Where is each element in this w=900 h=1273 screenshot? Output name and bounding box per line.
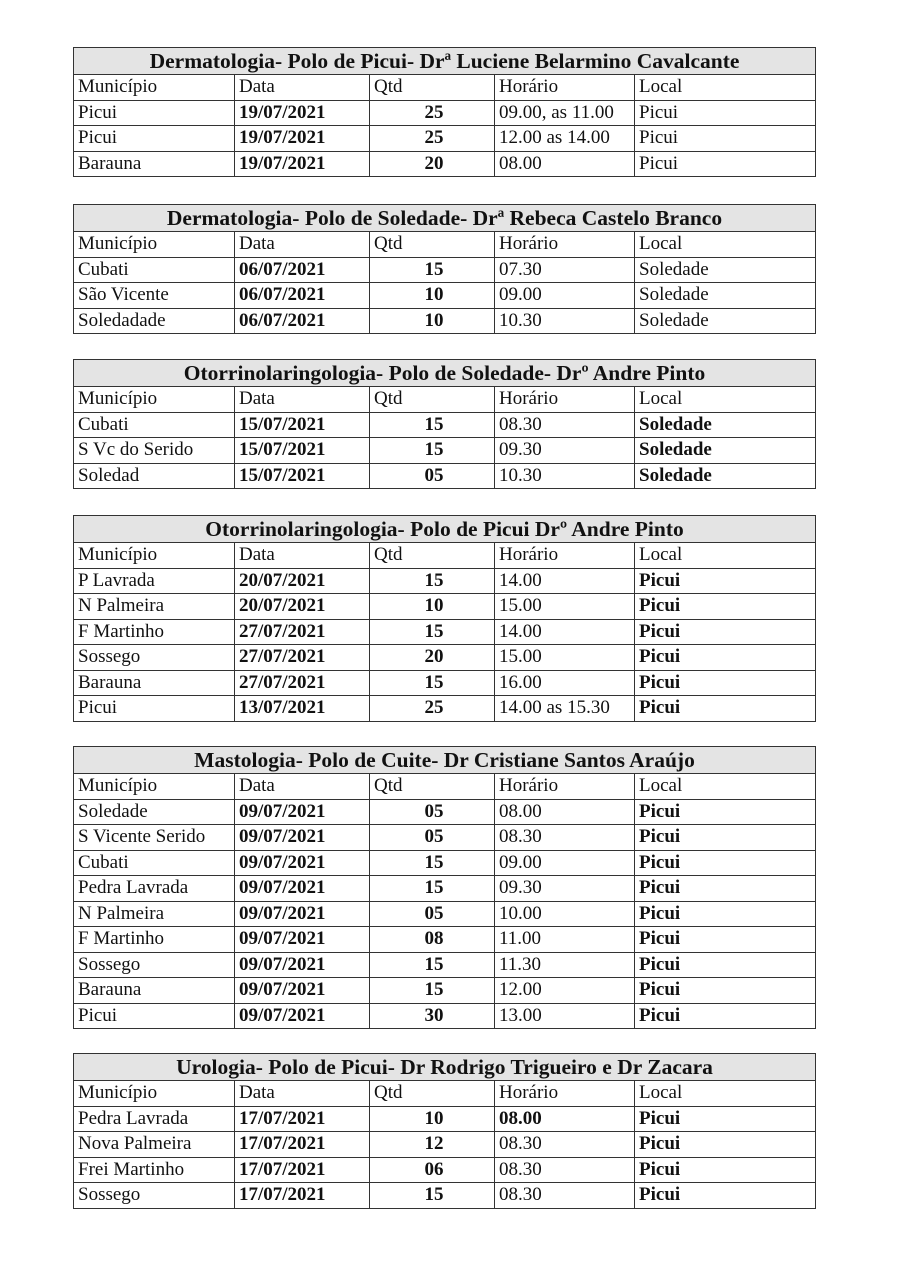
cell-municipio: Soledadade [74, 308, 235, 334]
cell-local: Soledade [635, 283, 816, 309]
cell-data: 09/07/2021 [235, 1003, 370, 1029]
cell-qtd: 25 [370, 696, 495, 722]
table-row [74, 283, 816, 309]
col-local: Local [635, 387, 816, 413]
cell-data: 19/07/2021 [235, 126, 370, 152]
cell-municipio: Frei Martinho [74, 1157, 235, 1183]
table-title: Otorrinolaringologia- Polo de Picui Drº Andre Pinto [74, 516, 816, 543]
table-row [74, 619, 816, 645]
cell-qtd: 15 [370, 438, 495, 464]
cell-municipio: Cubati [74, 257, 235, 283]
col-local: Local [635, 232, 816, 258]
cell-municipio: Picui [74, 126, 235, 152]
cell-municipio: S Vc do Serido [74, 438, 235, 464]
cell-data: 20/07/2021 [235, 594, 370, 620]
col-horario: Horário [495, 232, 635, 258]
cell-municipio: N Palmeira [74, 901, 235, 927]
table-title: Dermatologia- Polo de Picui- Drª Luciene Belarmino Cavalcante [74, 48, 816, 75]
col-municipio: Município [74, 387, 235, 413]
cell-data: 06/07/2021 [235, 308, 370, 334]
cell-qtd: 12 [370, 1132, 495, 1158]
table-row [74, 927, 816, 953]
cell-local: Picui [635, 619, 816, 645]
cell-qtd: 20 [370, 645, 495, 671]
col-horario: Horário [495, 774, 635, 800]
cell-data: 09/07/2021 [235, 978, 370, 1004]
cell-horario: 09.30 [495, 876, 635, 902]
cell-data: 09/07/2021 [235, 850, 370, 876]
cell-horario: 09.00 [495, 850, 635, 876]
cell-qtd: 10 [370, 283, 495, 309]
cell-local: Soledade [635, 308, 816, 334]
cell-qtd: 05 [370, 799, 495, 825]
cell-qtd: 15 [370, 670, 495, 696]
col-horario: Horário [495, 387, 635, 413]
cell-data: 15/07/2021 [235, 463, 370, 489]
cell-horario: 12.00 as 14.00 [495, 126, 635, 152]
cell-horario: 08.00 [495, 1106, 635, 1132]
table-title: Dermatologia- Polo de Soledade- Drª Rebeca Castelo Branco [74, 205, 816, 232]
cell-data: 27/07/2021 [235, 619, 370, 645]
schedule-table-mastologia-cuite [73, 746, 816, 1029]
schedule-table-otorrino-picui [73, 515, 816, 722]
col-local: Local [635, 1081, 816, 1107]
table-row [74, 978, 816, 1004]
cell-qtd: 15 [370, 619, 495, 645]
column-header-row [74, 387, 816, 413]
cell-municipio: Soledade [74, 799, 235, 825]
cell-data: 09/07/2021 [235, 799, 370, 825]
col-qtd: Qtd [370, 1081, 495, 1107]
table-row [74, 952, 816, 978]
cell-local: Picui [635, 1003, 816, 1029]
cell-data: 09/07/2021 [235, 901, 370, 927]
cell-local: Picui [635, 100, 816, 126]
cell-data: 17/07/2021 [235, 1157, 370, 1183]
cell-municipio: Sossego [74, 645, 235, 671]
table-row [74, 568, 816, 594]
cell-horario: 08.30 [495, 825, 635, 851]
cell-horario: 11.30 [495, 952, 635, 978]
cell-qtd: 08 [370, 927, 495, 953]
table-row [74, 799, 816, 825]
cell-horario: 09.00, as 11.00 [495, 100, 635, 126]
cell-municipio: Picui [74, 1003, 235, 1029]
cell-municipio: P Lavrada [74, 568, 235, 594]
col-local: Local [635, 75, 816, 101]
col-municipio: Município [74, 232, 235, 258]
table-row [74, 463, 816, 489]
cell-horario: 09.00 [495, 283, 635, 309]
cell-municipio: Sossego [74, 1183, 235, 1209]
cell-horario: 14.00 as 15.30 [495, 696, 635, 722]
cell-municipio: Nova Palmeira [74, 1132, 235, 1158]
cell-horario: 14.00 [495, 619, 635, 645]
cell-data: 17/07/2021 [235, 1132, 370, 1158]
column-header-row [74, 75, 816, 101]
table-row [74, 308, 816, 334]
cell-horario: 10.30 [495, 463, 635, 489]
col-data: Data [235, 1081, 370, 1107]
table-row [74, 412, 816, 438]
col-municipio: Município [74, 1081, 235, 1107]
cell-local: Picui [635, 696, 816, 722]
cell-horario: 13.00 [495, 1003, 635, 1029]
cell-data: 13/07/2021 [235, 696, 370, 722]
cell-qtd: 05 [370, 825, 495, 851]
cell-qtd: 30 [370, 1003, 495, 1029]
col-qtd: Qtd [370, 543, 495, 569]
cell-local: Picui [635, 670, 816, 696]
cell-local: Picui [635, 952, 816, 978]
table-row [74, 438, 816, 464]
cell-qtd: 05 [370, 463, 495, 489]
col-municipio: Município [74, 75, 235, 101]
table-row [74, 696, 816, 722]
cell-qtd: 20 [370, 151, 495, 177]
cell-horario: 08.00 [495, 799, 635, 825]
cell-data: 09/07/2021 [235, 927, 370, 953]
cell-data: 17/07/2021 [235, 1183, 370, 1209]
cell-local: Picui [635, 126, 816, 152]
col-local: Local [635, 774, 816, 800]
cell-municipio: Picui [74, 696, 235, 722]
cell-local: Picui [635, 1157, 816, 1183]
col-horario: Horário [495, 543, 635, 569]
col-data: Data [235, 387, 370, 413]
cell-municipio: F Martinho [74, 927, 235, 953]
cell-local: Picui [635, 1183, 816, 1209]
cell-horario: 10.30 [495, 308, 635, 334]
col-qtd: Qtd [370, 387, 495, 413]
cell-data: 09/07/2021 [235, 825, 370, 851]
col-data: Data [235, 232, 370, 258]
cell-data: 27/07/2021 [235, 670, 370, 696]
table-title: Otorrinolaringologia- Polo de Soledade- Drº Andre Pinto [74, 360, 816, 387]
table-row [74, 1132, 816, 1158]
cell-local: Picui [635, 594, 816, 620]
cell-qtd: 06 [370, 1157, 495, 1183]
col-qtd: Qtd [370, 774, 495, 800]
table-row [74, 1003, 816, 1029]
table-row [74, 850, 816, 876]
cell-qtd: 10 [370, 308, 495, 334]
cell-data: 06/07/2021 [235, 283, 370, 309]
cell-qtd: 15 [370, 568, 495, 594]
schedule-table-urologia-picui [73, 1053, 816, 1209]
col-horario: Horário [495, 1081, 635, 1107]
col-local: Local [635, 543, 816, 569]
col-municipio: Município [74, 774, 235, 800]
column-header-row [74, 1081, 816, 1107]
cell-qtd: 15 [370, 952, 495, 978]
cell-local: Picui [635, 927, 816, 953]
cell-horario: 10.00 [495, 901, 635, 927]
cell-local: Picui [635, 645, 816, 671]
table-title: Mastologia- Polo de Cuite- Dr Cristiane Santos Araújo [74, 747, 816, 774]
cell-local: Picui [635, 1106, 816, 1132]
table-row [74, 100, 816, 126]
table-row [74, 257, 816, 283]
cell-municipio: Soledad [74, 463, 235, 489]
table-row [74, 670, 816, 696]
cell-local: Soledade [635, 412, 816, 438]
schedule-table-dermatologia-soledade [73, 204, 816, 334]
cell-horario: 09.30 [495, 438, 635, 464]
col-data: Data [235, 774, 370, 800]
col-data: Data [235, 543, 370, 569]
table-row [74, 825, 816, 851]
cell-municipio: São Vicente [74, 283, 235, 309]
column-header-row [74, 232, 816, 258]
column-header-row [74, 774, 816, 800]
cell-data: 27/07/2021 [235, 645, 370, 671]
cell-municipio: N Palmeira [74, 594, 235, 620]
table-row [74, 1106, 816, 1132]
cell-qtd: 25 [370, 100, 495, 126]
cell-qtd: 15 [370, 876, 495, 902]
cell-data: 09/07/2021 [235, 876, 370, 902]
cell-horario: 11.00 [495, 927, 635, 953]
cell-horario: 07.30 [495, 257, 635, 283]
cell-municipio: Picui [74, 100, 235, 126]
cell-municipio: Barauna [74, 978, 235, 1004]
cell-municipio: Barauna [74, 670, 235, 696]
column-header-row [74, 543, 816, 569]
cell-horario: 15.00 [495, 594, 635, 620]
table-row [74, 1183, 816, 1209]
table-row [74, 151, 816, 177]
table-row [74, 126, 816, 152]
cell-qtd: 15 [370, 850, 495, 876]
cell-qtd: 05 [370, 901, 495, 927]
table-row [74, 876, 816, 902]
cell-qtd: 15 [370, 978, 495, 1004]
cell-data: 20/07/2021 [235, 568, 370, 594]
schedule-table-dermatologia-picui [73, 47, 816, 177]
cell-municipio: Barauna [74, 151, 235, 177]
cell-municipio: Cubati [74, 412, 235, 438]
table-title: Urologia- Polo de Picui- Dr Rodrigo Trigueiro e Dr Zacara [74, 1054, 816, 1081]
cell-data: 09/07/2021 [235, 952, 370, 978]
cell-qtd: 25 [370, 126, 495, 152]
cell-data: 15/07/2021 [235, 412, 370, 438]
cell-local: Picui [635, 151, 816, 177]
cell-horario: 08.00 [495, 151, 635, 177]
cell-local: Picui [635, 876, 816, 902]
cell-local: Soledade [635, 438, 816, 464]
schedule-table-otorrino-soledade [73, 359, 816, 489]
cell-local: Soledade [635, 257, 816, 283]
cell-horario: 08.30 [495, 1183, 635, 1209]
cell-local: Picui [635, 850, 816, 876]
col-data: Data [235, 75, 370, 101]
table-row [74, 901, 816, 927]
table-row [74, 594, 816, 620]
col-horario: Horário [495, 75, 635, 101]
cell-local: Picui [635, 901, 816, 927]
cell-data: 15/07/2021 [235, 438, 370, 464]
cell-horario: 08.30 [495, 1132, 635, 1158]
cell-qtd: 15 [370, 412, 495, 438]
col-qtd: Qtd [370, 75, 495, 101]
cell-local: Picui [635, 825, 816, 851]
cell-local: Soledade [635, 463, 816, 489]
cell-local: Picui [635, 978, 816, 1004]
cell-local: Picui [635, 799, 816, 825]
cell-qtd: 10 [370, 594, 495, 620]
cell-horario: 12.00 [495, 978, 635, 1004]
cell-local: Picui [635, 1132, 816, 1158]
table-row [74, 1157, 816, 1183]
cell-data: 19/07/2021 [235, 100, 370, 126]
cell-qtd: 10 [370, 1106, 495, 1132]
cell-municipio: Pedra Lavrada [74, 876, 235, 902]
cell-qtd: 15 [370, 1183, 495, 1209]
cell-municipio: Pedra Lavrada [74, 1106, 235, 1132]
cell-horario: 14.00 [495, 568, 635, 594]
cell-horario: 08.30 [495, 1157, 635, 1183]
col-municipio: Município [74, 543, 235, 569]
cell-local: Picui [635, 568, 816, 594]
cell-municipio: Sossego [74, 952, 235, 978]
cell-horario: 15.00 [495, 645, 635, 671]
cell-data: 19/07/2021 [235, 151, 370, 177]
cell-horario: 16.00 [495, 670, 635, 696]
cell-horario: 08.30 [495, 412, 635, 438]
cell-municipio: S Vicente Serido [74, 825, 235, 851]
cell-qtd: 15 [370, 257, 495, 283]
cell-data: 17/07/2021 [235, 1106, 370, 1132]
cell-municipio: Cubati [74, 850, 235, 876]
cell-municipio: F Martinho [74, 619, 235, 645]
cell-data: 06/07/2021 [235, 257, 370, 283]
col-qtd: Qtd [370, 232, 495, 258]
table-row [74, 645, 816, 671]
